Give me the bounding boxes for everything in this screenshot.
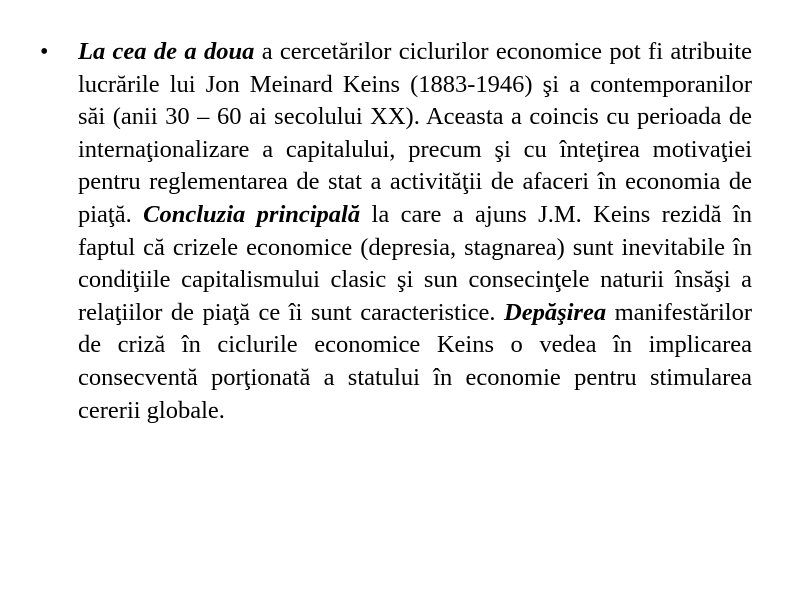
emphasis-first-phrase: La cea de a doua <box>78 38 255 65</box>
bullet-list <box>40 36 752 427</box>
emphasis-overcoming: Depăşirea <box>504 298 607 326</box>
emphasis-main-conclusion: Concluzia principală <box>143 200 361 228</box>
bullet-item <box>40 36 752 427</box>
body-text-part-3: manifestărilor de criză în ciclurile economice Keins o vedea în implicarea consecventă porţionată a statului în economie pentru stimularea cererii globale. <box>78 298 752 424</box>
body-text-part-2: la care a ajuns J.M. Keins rezidă în faptul că crizele economice (depresia, stagnarea) sunt inevitabile în condiţiile capitalismului clasic şi sun consecinţele naturii însăşi a relaţiilor de piaţă ce îi sunt caracteristice. <box>78 200 752 326</box>
bullet-marker-icon: • <box>40 39 49 65</box>
body-text-part-1: a cercetărilor ciclurilor economice pot fi atribuite lucrările lui Jon Meinard Keins (1883-1946) şi a contemporanilor săi (anii 30 – 60 ai secolului XX). Aceasta a coincis cu perioada de internaţionalizare a capitalului, precum şi cu înteţirea motivaţiei pentru reglementarea de stat a activităţii de afaceri în economia de piaţă. <box>78 38 752 228</box>
